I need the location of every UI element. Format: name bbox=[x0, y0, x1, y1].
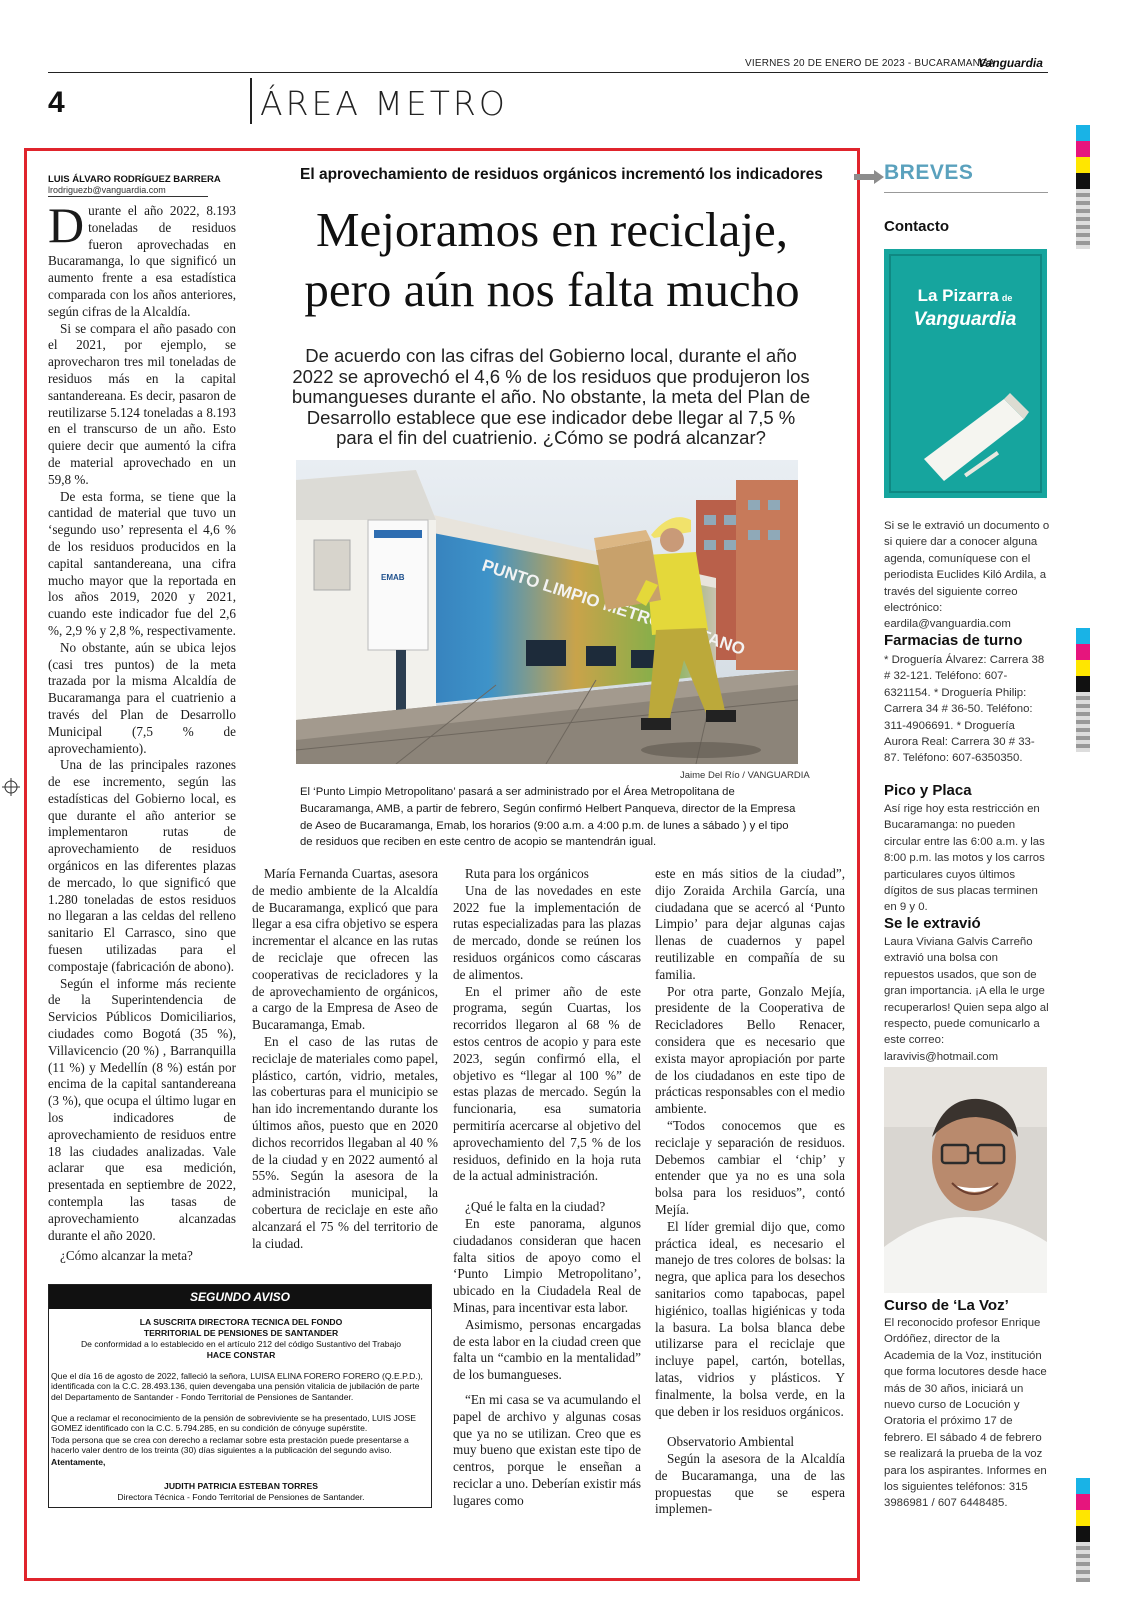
sidebar-heading-pico-y-placa: Pico y Placa bbox=[884, 782, 972, 799]
paragraph: Una de las novedades en este 2022 fue la implementación de rutas especializadas para las plazas de mercado, donde se reúnen los residuos orgánicos como cáscaras de alimentos. bbox=[453, 882, 641, 982]
notice-heading: De conformidad a lo establecido en el artículo 212 del código Sustantivo del Trabajo bbox=[80, 1339, 402, 1349]
extravio-text: Laura Viviana Galvis Carreño extravió una bolsa con repuestos usados, que son de gran importancia. ¡A ella le urge recuperarlos! Quien sepa algo al respecto, puede comunicarlo a este correo: laravivis@hotmail.com bbox=[884, 936, 1049, 1063]
notice-body: Que a reclamar el reconocimiento de la pensión de sobreviviente se ha presentado, LUIS JOSE GOMEZ identificado con la C.C. 5.794.285, en su condición de cónyuge supérstite. bbox=[51, 1413, 416, 1434]
deck: De acuerdo con las cifras del Gobierno local, durante el año 2022 se aprovechó el 4,6 % de los residuos que produjeron los bumangueses durante el año. No obstante, la meta del Plan de Desarrollo establece que ese indicador debe llegar al 7,5 % para el fin del cuatrienio. ¿Cómo se podrá alcanzar? bbox=[291, 345, 811, 448]
pizarra-title-de: de bbox=[1001, 293, 1013, 303]
registration-mark-icon bbox=[2, 778, 20, 796]
legal-notice bbox=[48, 1284, 432, 1508]
byline-email[interactable]: lrodriguezb@vanguardia.com bbox=[48, 185, 166, 195]
paragraph: No obstante, aún se ubica lejos (casi tres puntos) de la meta trazada por la misma Alcaldía de Bucaramanga para el cuatrienio a través del Plan de Desarrollo Municipal (7,5 % de aprovechamiento). bbox=[48, 639, 236, 756]
headline-line-2: pero aún nos falta mucho bbox=[304, 262, 800, 317]
photo-caption: El ‘Punto Limpio Metropolitano’ pasará a ser administrado por el Área Metropolitana de Bucaramanga, AMB, a partir de febrero, Según confirmó Helbert Panqueva, director de la Empresa de Aseo de Bucaramanga, Emab, los horarios (9:00 a.m. a 4:00 p.m. de lunes a sábado ) y el tipo de residuos que reciben en este centro de acopio se mantendrán igual. bbox=[300, 786, 796, 849]
sidebar-heading-farmacias: Farmacias de turno bbox=[884, 632, 1023, 649]
article-column-1 bbox=[48, 197, 236, 1244]
headline bbox=[262, 200, 842, 320]
paragraph: Una de las principales razones de ese incremento, según las estadísticas del Gobierno local, es que durante el año anterior se implementaron rutas de aprovechamiento de residuos orgánicos en las diferentes plazas de mercado, lo que significó que 1.280 toneladas de estos residuos no llegaran a las celdas del relleno sanitario El Carrasco, sino que fuesen utilizadas para el compostaje (fabricación de abono). bbox=[48, 757, 236, 974]
contacto-text: Si se le extravió un documento o si quiere dar a conocer alguna agenda, comuníquese con el periodista Euclides Kiló Ardila, a través del siguiente correo electrónico: eardila@vanguardia.com bbox=[884, 520, 1050, 631]
article-column-3 bbox=[453, 866, 641, 1509]
subhead: ¿Cómo alcanzar la meta? bbox=[60, 1248, 193, 1263]
paragraph: este en más sitios de la ciudad”, dijo Zoraida Archila García, una ciudadana que se acercó al ‘Punto Limpio’ para dejar algunas cajas llenas de cuadernos y papel reutilizable en compañía de su familia. bbox=[655, 866, 845, 982]
arrow-icon bbox=[854, 170, 884, 184]
notice-heading: TERRITORIAL DE PENSIONES DE SANTANDER bbox=[143, 1328, 339, 1338]
photo-sign-punto-limpio: PUNTO LIMPIO bbox=[479, 555, 603, 612]
notice-role: Directora Técnica - Fondo Territorial de Pensiones de Santander. bbox=[117, 1492, 365, 1502]
kicker: El aprovechamiento de residuos orgánicos incrementó los indicadores bbox=[300, 166, 823, 183]
article-column-2 bbox=[252, 866, 438, 1252]
sidebar-heading-contacto: Contacto bbox=[884, 218, 949, 235]
notice-heading: HACE CONSTAR bbox=[206, 1350, 276, 1360]
notice-body: Atentamente, bbox=[51, 1457, 106, 1467]
portrait-photo bbox=[884, 1067, 1047, 1293]
notice-title: SEGUNDO AVISO bbox=[49, 1285, 431, 1309]
notice-body: Que el día 16 de agosto de 2022, falleció la señora, LUISA ELINA FORERO FORERO (Q.E.P.D.), identificada con la C.C. 28.493.136, quien devengaba una pensión vitalicia de jubilación de parte del Departamento de Santander - Fondo Territorial de Pensiones de Santander. bbox=[51, 1371, 423, 1402]
pizarra-title-1: La Pizarra bbox=[917, 286, 999, 305]
paragraph: Asimismo, personas encargadas de esta labor en la ciudad creen que falta un “cambio en la mentalidad” de los bumangueses. bbox=[453, 1316, 641, 1383]
paragraph: “En mi casa se va acumulando el papel de archivo y algunas cosas que ya no se utilizan. Creo que es muy bueno que existan este tipo de centros, porque le enseñan a reciclar a uno. Deberían existir más lugares como bbox=[453, 1391, 641, 1508]
breves-rule bbox=[884, 192, 1048, 193]
photo-credit: Jaime Del Río / VANGUARDIA bbox=[680, 770, 810, 781]
brand-logo: Vanguardia bbox=[978, 56, 1043, 70]
notice-heading: LA SUSCRITA DIRECTORA TECNICA DEL FONDO bbox=[139, 1317, 343, 1327]
pizarra-brand: Vanguardia bbox=[913, 309, 1017, 330]
paragraph: Por otra parte, Gonzalo Mejía, presidente de la Cooperativa de Recicladores Bello Renacer, considera que es necesario que exista mayor apropiación por parte de los ciudadanos en este tipo de prácticas responsables con el medio ambiente. bbox=[655, 983, 845, 1117]
sidebar-heading-curso: Curso de ‘La Voz’ bbox=[884, 1297, 1009, 1314]
pizarra-title bbox=[918, 286, 1013, 305]
lead-text: urante el año 2022, 8.193 toneladas de residuos fueron aprovechadas en Bucaramanga, lo que significó un aumento frente a esa estadística comparada con los años anteriores, según cifras de la Alcaldía. bbox=[48, 203, 236, 319]
paragraph: Según el informe más reciente de la Superintendencia de Servicios Públicos Domiciliarios, ciudades como Bogotá (35 %), Villavicencio (20 %) , Barranquilla (11 %) y Medellín (8 %) están por encima de la capital santandereana (3 %), que ocupa el último lugar en los indicadores de aprovechamiento de residuos entre 18 las ciudades analizadas. Vale aclarar que esa medición, presentada en septiembre de 2022, contempla las tasas de aprovechamiento alcanzadas durante el año 2020. bbox=[48, 975, 236, 1243]
lead-paragraph bbox=[48, 197, 236, 321]
section-title: ÁREA METRO bbox=[260, 84, 508, 123]
headline-line-1: Mejoramos en reciclaje, bbox=[315, 202, 789, 257]
curso-text: El reconocido profesor Enrique Ordóñez, director de la Academia de la Voz, institución que forma locutores desde hace más de 30 años, iniciará un nuevo curso de Locución y Oratoria el próximo 17 de febrero. El sábado 4 de febrero se realizará la prueba de la voz para los aspirantes. Informes en los siguientes teléfonos: 315 3986981 / 607 6448485. bbox=[884, 1317, 1047, 1510]
subhead: Observatorio Ambiental bbox=[667, 1434, 795, 1450]
paragraph: Si se compara el año pasado con el 2021, por ejemplo, se aprovecharon tres mil toneladas de residuos más en la capital santandereana. Es decir, pasaron de reutilizarse 5.124 toneladas a 8.193 en el transcurso de un año. Esto quiere decir que aumentó la cifra de material aprovechado en un 59,8 %. bbox=[48, 320, 236, 487]
dateline: VIERNES 20 DE ENERO DE 2023 - BUCARAMANGA bbox=[745, 58, 995, 69]
paragraph: “Todos conocemos que es reciclaje y separación de residuos. Debemos cambiar el ‘chip’ y entender que ya no es una sola bolsa para los residuos”, contó Mejía. bbox=[655, 1117, 845, 1217]
byline: LUIS ÁLVARO RODRÍGUEZ BARRERA bbox=[48, 174, 221, 185]
subhead: ¿Qué le falta en la ciudad? bbox=[465, 1199, 606, 1215]
pico-text: Así rige hoy esta restricción en Bucaramanga: no pueden circular entre las 6:00 a.m. y las 8:00 p.m. las motos y los carros particulares cuyos últimos dígitos de sus placas terminen en 9 y 0. bbox=[884, 803, 1045, 914]
notice-body: Toda persona que se crea con derecho a reclamar sobre esta prestación puede presentarse a hacerlo valer dentro de los treinta (30) días siguientes a la publicación del segundo aviso. bbox=[51, 1435, 409, 1456]
paragraph: En el primer año de este programa, según Cuartas, los recorridos llegaron al 68 % de estos centros de acopio y para este 2023, según confirmó ella, el objetivo es “llegar al 100 %” de estas plazas de mercado. Según la funcionaria, esa sumatoria permitiría acercarse al objetivo del aprovechamiento del 7,5 % de los residuos, definido en la hoja ruta de la actual administración. bbox=[453, 983, 641, 1184]
pizarra-image bbox=[884, 249, 1047, 498]
header-rule bbox=[48, 72, 1048, 73]
breves-title: BREVES bbox=[884, 161, 974, 184]
paragraph: En este panorama, algunos ciudadanos consideran que hacen falta sitios de apoyo como el ‘Punto Limpio Metropolitano’, ubicado en la Ciudadela Real de Minas, para incentivar esta labor. bbox=[453, 1215, 641, 1315]
photo-sign-emab: EMAB bbox=[381, 573, 405, 582]
section-divider bbox=[250, 78, 252, 124]
subhead: Ruta para los orgánicos bbox=[465, 866, 589, 881]
paragraph: El líder gremial dijo que, como práctica ideal, es necesario el manejo de tres colores de bolsas: la negra, que aplica para los desechos sanitarios como tapabocas, papel higiénico, toallas higiénicas y toda la basura. La bolsa blanca debe utilizarse para el reciclaje que incluye papel, cartón, botellas, latas, vidrios y plásticos. Y finalmente, la bolsa verde, en la que deben ir los residuos orgánicos. bbox=[655, 1218, 845, 1419]
article-column-4 bbox=[655, 866, 845, 1518]
paragraph: En el caso de las rutas de reciclaje de materiales como papel, plástico, cartón, vidrio, metales, las coberturas para el municipio se han ido incrementando durante los últimos años, puesto que en 2020 dichos recorridos llegaban al 40 % de la ciudad y en 2022 aumentó al 55%. Según la asesora de la administración municipal, la cobertura de reciclaje en este año alcanzará el 75 % del territorio de la ciudad. bbox=[252, 1033, 438, 1251]
page-number: 4 bbox=[48, 86, 65, 119]
article-photo bbox=[296, 460, 798, 764]
paragraph: De esta forma, se tiene que la cantidad de material que tuvo un ‘segundo uso’ representa el 4,6 % de los residuos producidos en la capital santandereana, una cifra mucho mayor que la reportada en los años 2019, 2020 y 2021, cuando este indicador fue del 2,6 %, 2,9 % y 2,8 %, respectivamente. bbox=[48, 488, 236, 638]
paragraph: María Fernanda Cuartas, asesora de medio ambiente de la Alcaldía de Bucaramanga, explicó que para llegar a esa cifra objetivo se espera incrementar el alcance en las rutas de reciclaje que ofrecen las cooperativas de recicladores y la de aprovechamiento de orgánicos, a cargo de la Empresa de Aseo de Bucaramanga, Emab. bbox=[252, 866, 438, 1033]
sidebar-heading-extravio: Se le extravió bbox=[884, 915, 981, 932]
drop-cap: D bbox=[48, 197, 85, 253]
notice-signature: JUDITH PATRICIA ESTEBAN TORRES bbox=[164, 1481, 318, 1491]
paragraph: Según la asesora de la Alcaldía de Bucaramanga, una de las propuestas que se espera implemen- bbox=[655, 1451, 845, 1517]
farmacias-text: * Droguería Álvarez: Carrera 38 # 32-121. Teléfono: 607-6321154. * Droguería Philip: Carrera 34 # 36-50. Teléfono: 311-4906691. * Droguería Aurora Real: Carrera 30 # 33-87. Teléfono: 607-6350350. bbox=[884, 654, 1045, 765]
